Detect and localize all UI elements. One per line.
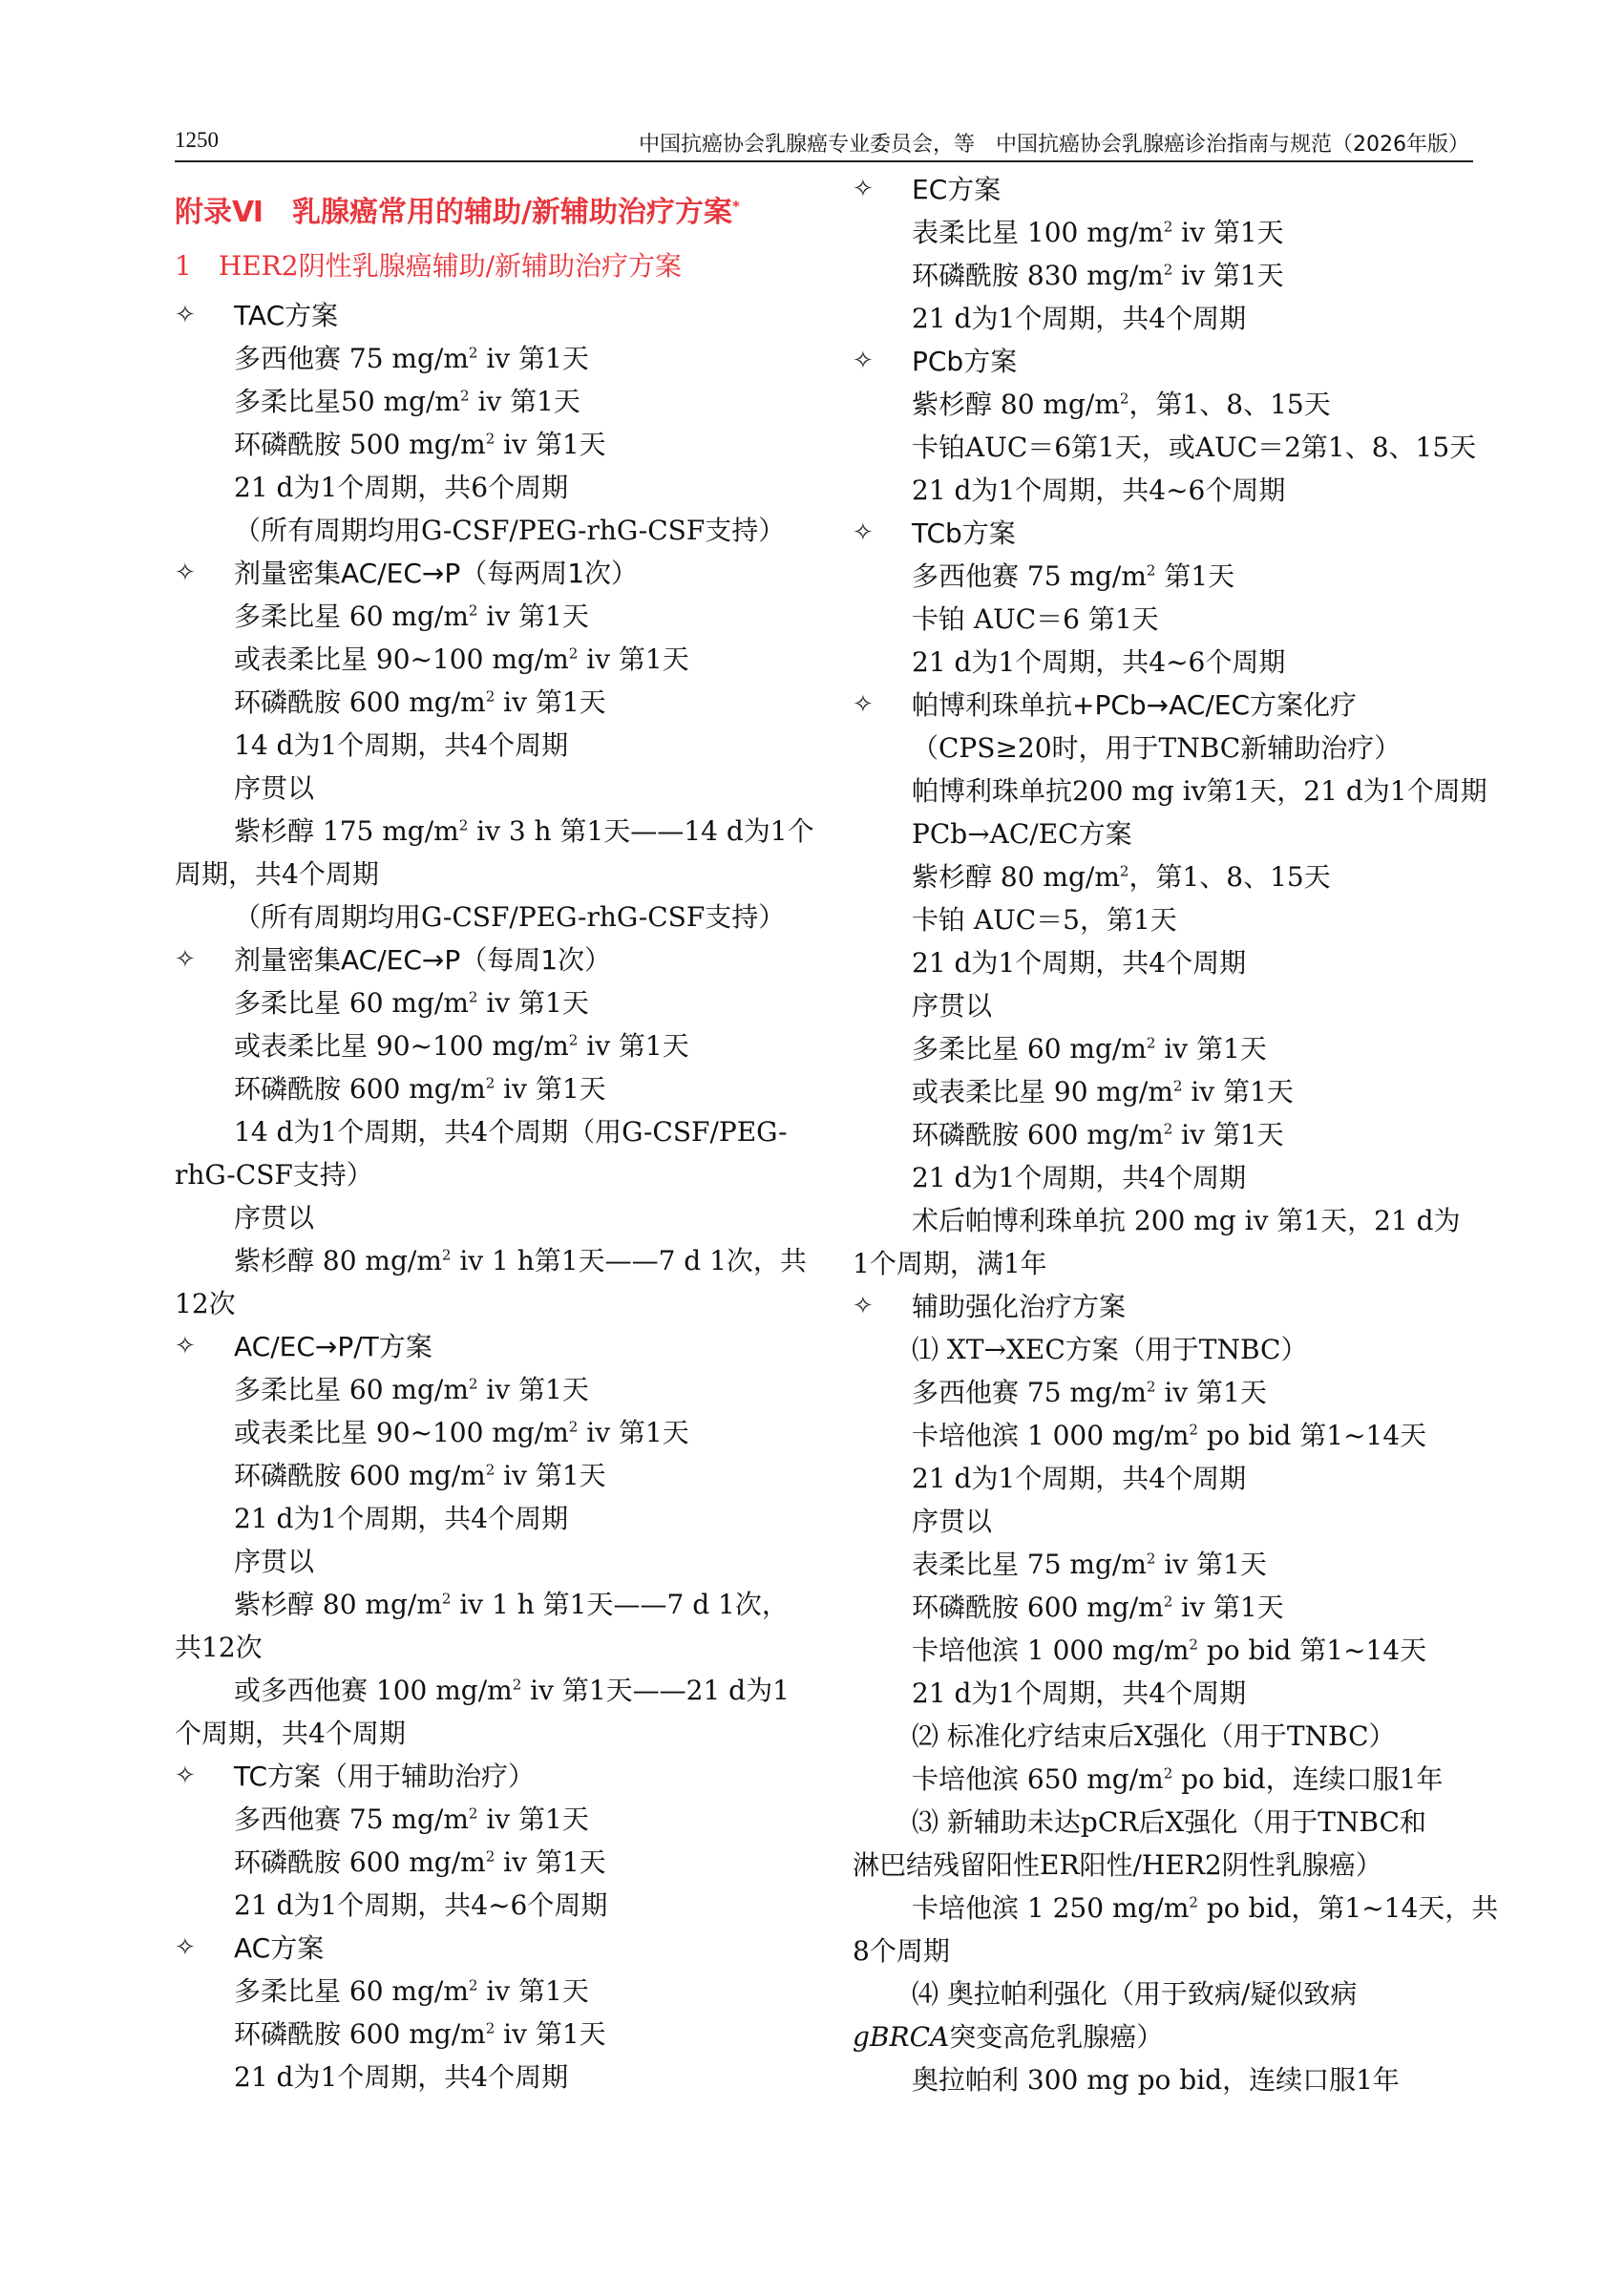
sub-regimen-title: gBRCA突变高危乳腺癌） — [853, 2021, 1164, 2053]
regimen-line: 环磷酰胺 830 $mg/m^2$ iv 第1天 — [912, 260, 1284, 291]
sub-regimen-title: ⑴ XT→XEC方案（用于TNBC） — [912, 1334, 1308, 1365]
regimen-title-pembro: ✧ 帕博利珠单抗+PCb→AC/EC方案化疗 — [853, 684, 1475, 727]
page-header — [175, 126, 1473, 162]
regimen-line: 奥拉帕利 300 mg po bid，连续口服1年 — [912, 2064, 1400, 2096]
regimen-line: 卡培他滨 1 250 $mg/m^2$ po bid，第1~14天，共 — [912, 1892, 1499, 1924]
regimen-title-tac: ✧ TAC方案 — [175, 294, 795, 337]
regimen-line: 环磷酰胺 500 $mg/m^2$ iv 第1天 — [234, 429, 606, 460]
regimen-line: 多柔比星 60 $mg/m^2$ iv 第1天 — [234, 1975, 589, 2007]
regimen-title-ac: ✧ AC方案 — [175, 1927, 795, 1970]
regimen-line: 表柔比星 75 $mg/m^2$ iv 第1天 — [912, 1549, 1267, 1580]
regimen-line: 或表柔比星 90 $mg/m^2$ iv 第1天 — [912, 1076, 1294, 1107]
regimen-title-ec: ✧ EC方案 — [853, 168, 1475, 211]
regimen-line: 卡培他滨 650 $mg/m^2$ po bid，连续口服1年 — [912, 1763, 1444, 1795]
regimen-line: 个周期，共4个周期 — [175, 1718, 406, 1749]
regimen-line: 周期，共4个周期 — [175, 858, 379, 890]
regimen-line: 1个周期，满1年 — [853, 1248, 1047, 1279]
regimen-title-pcb: ✧ PCb方案 — [853, 340, 1475, 383]
bullet-icon: ✧ — [853, 347, 874, 375]
regimen-line: 帕博利珠单抗200 mg iv第1天，21 d为1个周期 — [912, 775, 1487, 807]
page-number: 1250 — [175, 128, 219, 152]
regimen-line: 21 d为1个周期，共4~6个周期 — [912, 475, 1286, 506]
regimen-line: 环磷酰胺 600 $mg/m^2$ iv 第1天 — [234, 1073, 606, 1105]
bullet-icon: ✧ — [175, 945, 196, 974]
regimen-line: 多西他赛 75 $mg/m^2$ iv 第1天 — [234, 343, 589, 374]
regimen-line: rhG-CSF支持） — [175, 1159, 373, 1191]
sub-regimen-title: ⑶ 新辅助未达pCR后X强化（用于TNBC和 — [912, 1806, 1426, 1838]
running-title: 中国抗癌协会乳腺癌专业委员会，等 中国抗癌协会乳腺癌诊治指南与规范（2026年版） — [639, 133, 1469, 157]
bullet-icon: ✧ — [853, 1292, 874, 1320]
regimen-line: 紫杉醇 80 $mg/m^2$，第1、8、15天 — [912, 861, 1331, 893]
regimen-line: 21 d为1个周期，共4个周期 — [234, 2061, 569, 2093]
left-column — [175, 189, 814, 2099]
regimen-line: 12次 — [175, 1288, 236, 1319]
regimen-line: 环磷酰胺 600 $mg/m^2$ iv 第1天 — [234, 686, 606, 718]
regimen-line: 多西他赛 75 $mg/m^2$ iv 第1天 — [912, 1377, 1267, 1408]
regimen-line: 共12次 — [175, 1632, 263, 1663]
regimen-title-acpt: ✧ AC/EC→P/T方案 — [175, 1325, 795, 1368]
regimen-title-adjuvant: ✧ 辅助强化治疗方案 — [853, 1285, 1475, 1328]
appendix-title: 附录Ⅵ 乳腺癌常用的辅助/新辅助治疗方案* — [175, 196, 740, 229]
regimen-line: 多西他赛 75 $mg/m^2$ 第1天 — [912, 560, 1235, 592]
bullet-icon: ✧ — [175, 1933, 196, 1962]
regimen-line: 21 d为1个周期，共4个周期 — [234, 1503, 569, 1534]
regimen-title-tcb: ✧ TCb方案 — [853, 512, 1475, 555]
bullet-icon: ✧ — [853, 518, 874, 547]
sub-regimen-title: 淋巴结残留阳性ER阳性/HER2阴性乳腺癌） — [853, 1849, 1382, 1881]
regimen-line: 序贯以 — [912, 1506, 993, 1537]
sub-regimen-title: ⑷ 奥拉帕利强化（用于致病/疑似致病 — [912, 1978, 1358, 2010]
section-title: 1 HER2阴性乳腺癌辅助/新辅助治疗方案 — [175, 250, 683, 282]
regimen-line: 序贯以 — [234, 772, 315, 804]
regimen-line: 或表柔比星 90~100 $mg/m^2$ iv 第1天 — [234, 1030, 689, 1062]
regimen-line: 21 d为1个周期，共4个周期 — [912, 947, 1247, 979]
regimen-line: 8个周期 — [853, 1935, 950, 1967]
regimen-line: 序贯以 — [234, 1546, 315, 1577]
regimen-line: 21 d为1个周期，共4~6个周期 — [234, 1889, 608, 1921]
regimen-title-dd2: ✧ 剂量密集AC/EC→P（每两周1次） — [175, 552, 795, 595]
regimen-line: 术后帕博利珠单抗 200 mg iv 第1天，21 d为 — [912, 1205, 1461, 1236]
bullet-icon: ✧ — [175, 1761, 196, 1790]
regimen-line: 21 d为1个周期，共6个周期 — [234, 472, 569, 503]
regimen-line: 卡铂 AUC＝6 第1天 — [912, 603, 1159, 635]
regimen-line: 多柔比星50 $mg/m^2$ iv 第1天 — [234, 386, 580, 417]
regimen-line: 卡铂 AUC＝5，第1天 — [912, 904, 1177, 936]
regimen-line: 21 d为1个周期，共4个周期 — [912, 1677, 1247, 1709]
regimen-line: 21 d为1个周期，共4个周期 — [912, 1162, 1247, 1193]
regimen-line: 21 d为1个周期，共4~6个周期 — [912, 646, 1286, 678]
right-column — [853, 168, 1499, 2101]
regimen-line: 紫杉醇 175 $mg/m^2$ iv 3 h 第1天——14 d为1个 — [234, 815, 814, 847]
regimen-line: 表柔比星 100 $mg/m^2$ iv 第1天 — [912, 217, 1284, 248]
regimen-note: （所有周期均用G-CSF/PEG-rhG-CSF支持） — [234, 901, 786, 933]
regimen-line: 环磷酰胺 600 $mg/m^2$ iv 第1天 — [234, 1846, 606, 1878]
regimen-line: 环磷酰胺 600 $mg/m^2$ iv 第1天 — [234, 2018, 606, 2050]
regimen-line: PCb→AC/EC方案 — [912, 818, 1132, 850]
regimen-line: 紫杉醇 80 $mg/m^2$ iv 1 h 第1天——7 d 1次， — [234, 1589, 789, 1620]
regimen-line: 紫杉醇 80 $mg/m^2$ iv 1 h第1天——7 d 1次，共 — [234, 1245, 807, 1276]
sub-regimen-title: ⑵ 标准化疗结束后X强化（用于TNBC） — [912, 1720, 1396, 1752]
regimen-line: 或多西他赛 100 $mg/m^2$ iv 第1天——21 d为1 — [234, 1675, 790, 1706]
regimen-line: 卡培他滨 1 000 $mg/m^2$ po bid 第1~14天 — [912, 1420, 1427, 1451]
regimen-line: 多西他赛 75 $mg/m^2$ iv 第1天 — [234, 1803, 589, 1835]
regimen-line: 21 d为1个周期，共4个周期 — [912, 1463, 1247, 1494]
regimen-line: 环磷酰胺 600 $mg/m^2$ iv 第1天 — [912, 1119, 1284, 1150]
regimen-line: 或表柔比星 90~100 $mg/m^2$ iv 第1天 — [234, 1417, 689, 1448]
regimen-line: 序贯以 — [912, 990, 993, 1022]
regimen-line: 环磷酰胺 600 $mg/m^2$ iv 第1天 — [234, 1460, 606, 1491]
bullet-icon: ✧ — [853, 175, 874, 203]
regimen-line: 环磷酰胺 600 $mg/m^2$ iv 第1天 — [912, 1592, 1284, 1623]
regimen-line: 卡培他滨 1 000 $mg/m^2$ po bid 第1~14天 — [912, 1635, 1427, 1666]
regimen-note: （CPS≥20时，用于TNBC新辅助治疗） — [912, 732, 1402, 764]
regimen-line: 卡铂AUC＝6第1天，或AUC＝2第1、8、15天 — [912, 432, 1477, 463]
bullet-icon: ✧ — [175, 1332, 196, 1360]
regimen-title-tc: ✧ TC方案（用于辅助治疗） — [175, 1755, 795, 1798]
regimen-title-dd1: ✧ 剂量密集AC/EC→P（每周1次） — [175, 939, 795, 981]
regimen-line: 21 d为1个周期，共4个周期 — [912, 303, 1247, 334]
bullet-icon: ✧ — [175, 301, 196, 329]
regimen-line: 多柔比星 60 $mg/m^2$ iv 第1天 — [234, 987, 589, 1019]
regimen-line: 多柔比星 60 $mg/m^2$ iv 第1天 — [234, 601, 589, 632]
bullet-icon: ✧ — [853, 690, 874, 719]
regimen-note: （所有周期均用G-CSF/PEG-rhG-CSF支持） — [234, 515, 786, 546]
regimen-line: 或表柔比星 90~100 $mg/m^2$ iv 第1天 — [234, 643, 689, 675]
regimen-line: 14 d为1个周期，共4个周期（用G-CSF/PEG- — [234, 1116, 788, 1148]
regimen-line: 多柔比星 60 $mg/m^2$ iv 第1天 — [234, 1374, 589, 1405]
regimen-line: 多柔比星 60 $mg/m^2$ iv 第1天 — [912, 1033, 1267, 1065]
regimen-line: 14 d为1个周期，共4个周期 — [234, 729, 569, 761]
regimen-line: 紫杉醇 80 $mg/m^2$，第1、8、15天 — [912, 389, 1331, 420]
bullet-icon: ✧ — [175, 559, 196, 587]
regimen-line: 序贯以 — [234, 1202, 315, 1234]
